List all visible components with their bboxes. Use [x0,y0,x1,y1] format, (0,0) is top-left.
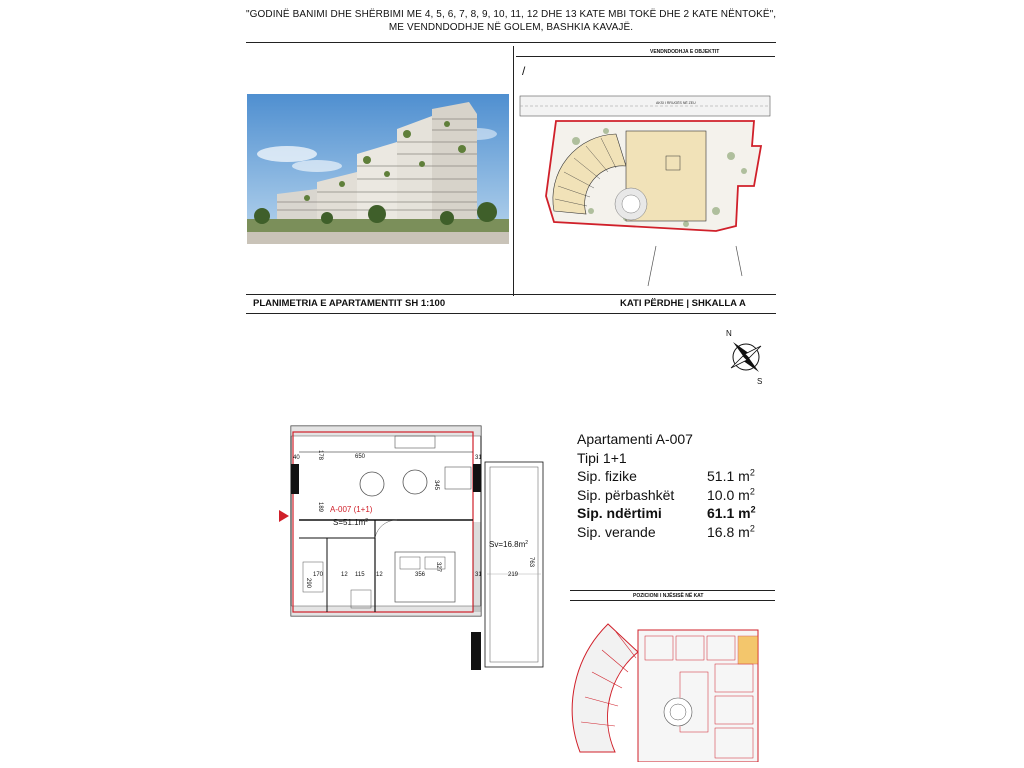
section-rule-bottom [246,313,776,314]
position-rule-top [570,590,775,591]
apartment-name: Apartamenti A-007 [577,431,693,447]
unit-position-label: POZICIONI I NJËSISË NË KAT [633,593,704,599]
veranda-area-sup: 2 [525,540,529,546]
dim-12-b: 12 [376,572,383,578]
unit-area-sup: 2 [365,518,369,524]
site-panel-divider [513,46,514,296]
dim-40: 40 [293,455,300,461]
area-row-common [577,485,755,505]
dim-12-a: 12 [341,572,348,578]
area-value: 16.8 $m^2$ [707,522,755,540]
header-rule [246,42,776,43]
compass-south-letter: S [757,377,763,386]
dim-115: 115 [355,572,365,578]
area-value: 10.0 $m^2$ [707,485,755,503]
area-label: Sip. ndërtimi [577,505,662,521]
building-rendering [247,94,509,244]
unit-label: A-007 (1+1) [330,505,373,514]
road-axis-label: AKSI I RRUGËS NË ZEU [656,101,696,105]
floor-stair-label: KATI PËRDHE | SHKALLA A [620,298,746,309]
dim-31-top: 31 [475,455,482,461]
dim-189: 189 [317,502,323,513]
dim-327: 327 [435,562,441,573]
dim-650: 650 [355,454,366,460]
area-row-physical [577,467,755,486]
area-label: Sip. verande [577,523,656,540]
site-location-label: VENDNDODHJA E OBJEKTIT [650,49,720,55]
apartment-info [577,430,756,541]
section-rule-top [246,294,776,295]
position-rule-bottom [570,600,775,601]
north-arrow-icon [716,320,776,390]
site-marker: / [522,64,526,78]
area-value: 61.1 $m^2$ [707,504,756,521]
dim-290: 290 [305,578,311,589]
apartment-floor-plan [275,412,555,672]
area-row-construction [577,504,756,523]
site-plan [516,46,775,296]
dim-178: 178 [317,450,323,461]
dim-31-mid: 31 [475,572,482,578]
veranda-area-label: $Sv=16.8m^2$ [489,540,529,549]
area-label: Sip. fizike [577,468,637,484]
dim-763: 763 [528,557,534,568]
floor-key-plan [570,602,775,762]
title-line-1: "GODINË BANIMI DHE SHËRBIMI ME 4, 5, 6, 7, 8, 9, 10, 11, 12 DHE 13 KATE MBI TOKË DHE 2 KATE NËNTOKË", [246,9,777,20]
document-title [246,8,776,34]
apartment-type: Tipi 1+1 [577,449,627,466]
dim-170: 170 [313,572,324,578]
plan-scale-label: PLANIMETRIA E APARTAMENTIT SH 1:100 [253,298,446,309]
dim-356: 356 [415,572,426,578]
dim-219: 219 [508,572,519,578]
area-label: Sip. përbashkët [577,486,675,503]
compass-north-letter: N [726,329,732,338]
area-row-veranda [577,522,755,542]
title-line-2: ME VENDNDODHJE NË GOLEM, BASHKIA KAVAJË. [388,22,634,33]
area-value: 51.1 $m^2$ [707,467,755,484]
dim-345: 345 [433,480,439,491]
unit-area-label: $S=51.1m^2$ [333,518,369,527]
